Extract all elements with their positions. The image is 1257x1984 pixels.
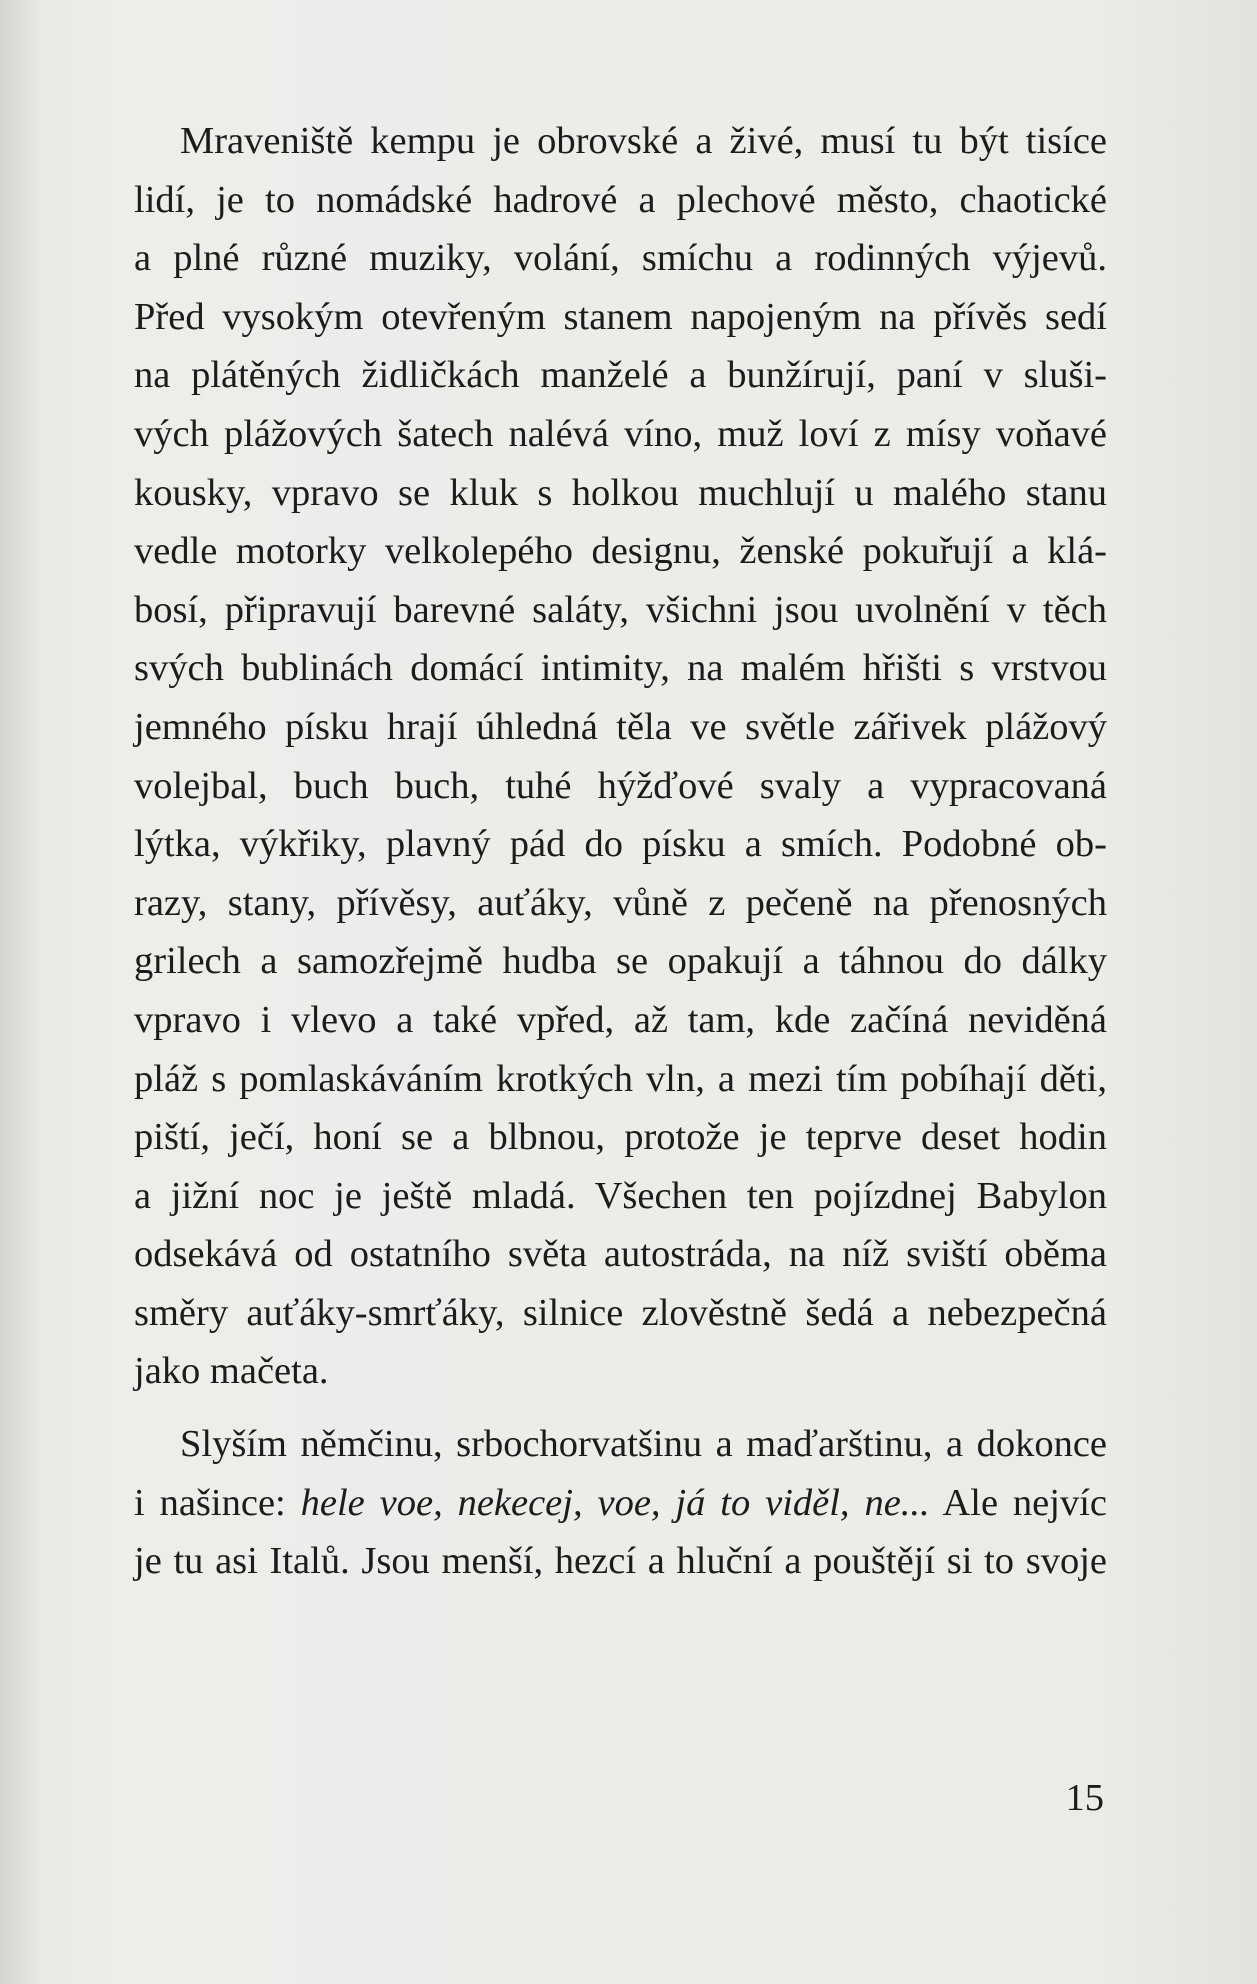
paragraph-gap [134,1401,1107,1415]
text-line: razy, stany, přívěsy, auťáky, vůně z pečeně na přenosných [134,881,1107,924]
italic-quote: hele voe, nekecej, voe, já to viděl, ne... [300,1481,930,1524]
text-line: pláž s pomlaskáváním krotkých vln, a mezi tím pobíhají děti, [134,1057,1107,1100]
text-line: vedle motorky velkolepého designu, ženské pokuřují a klá- [134,530,1107,573]
text-line: lýtka, výkřiky, plavný pád do písku a smích. Podobné ob- [134,823,1107,866]
page-number: 15 [1065,1777,1104,1819]
text-line: a plné různé muziky, volání, smíchu a rodinných výjevů. [134,237,1107,280]
text-line: svých bublinách domácí intimity, na malém hřišti s vrstvou [134,647,1107,690]
body-text [134,112,1107,1591]
text-line: Mraveniště kempu je obrovské a živé, musí tu být tisíce [180,120,1107,162]
text-line: Před vysokým otevřeným stanem napojeným na přívěs sedí [134,295,1107,338]
text-line: jemného písku hrají úhledná těla ve světle zářivek plážový [134,705,1107,748]
text-line: lidí, je to nomádské hadrové a plechové město, chaotické [134,178,1107,221]
text-line: směry auťáky-smrťáky, silnice zlověstně šedá a nebezpečná [134,1291,1107,1334]
text-line: bosí, připravují barevné saláty, všichni jsou uvolnění v těch [134,588,1107,631]
text-line: a jižní noc je ještě mladá. Všechen ten pojízdnej Babylon [134,1174,1107,1217]
text-line: na plátěných židličkách manželé a bunžírují, paní v sluši- [134,354,1107,397]
text-run: Ale nejvíc [929,1481,1107,1524]
text-line-mixed [134,1474,1107,1533]
text-run: i našince: [134,1481,301,1524]
text-line: vpravo i vlevo a také vpřed, až tam, kde začíná neviděná [134,998,1107,1041]
text-line: Slyším němčinu, srbochorvatšinu a maďarštinu, a dokonce [180,1423,1107,1466]
text-line: piští, ječí, honí se a blbnou, protože je teprve deset hodin [134,1116,1107,1159]
text-line: vých plážových šatech nalévá víno, muž loví z mísy voňavé [134,412,1107,455]
text-line: kousky, vpravo se kluk s holkou muchlují u malého stanu [134,471,1107,514]
text-line: jako mačeta. [134,1350,329,1393]
text-line: odsekává od ostatního světa autostráda, na níž sviští oběma [134,1233,1107,1276]
paragraph-1 [134,112,1107,1401]
text-line: volejbal, buch buch, tuhé hýžďové svaly a vypracovaná [134,764,1107,807]
text-line: je tu asi Italů. Jsou menší, hezcí a hluční a pouštějí si to svoje [134,1540,1107,1583]
text-line: grilech a samozřejmě hudba se opakují a táhnou do dálky [134,940,1107,983]
paragraph-2 [134,1415,1107,1591]
